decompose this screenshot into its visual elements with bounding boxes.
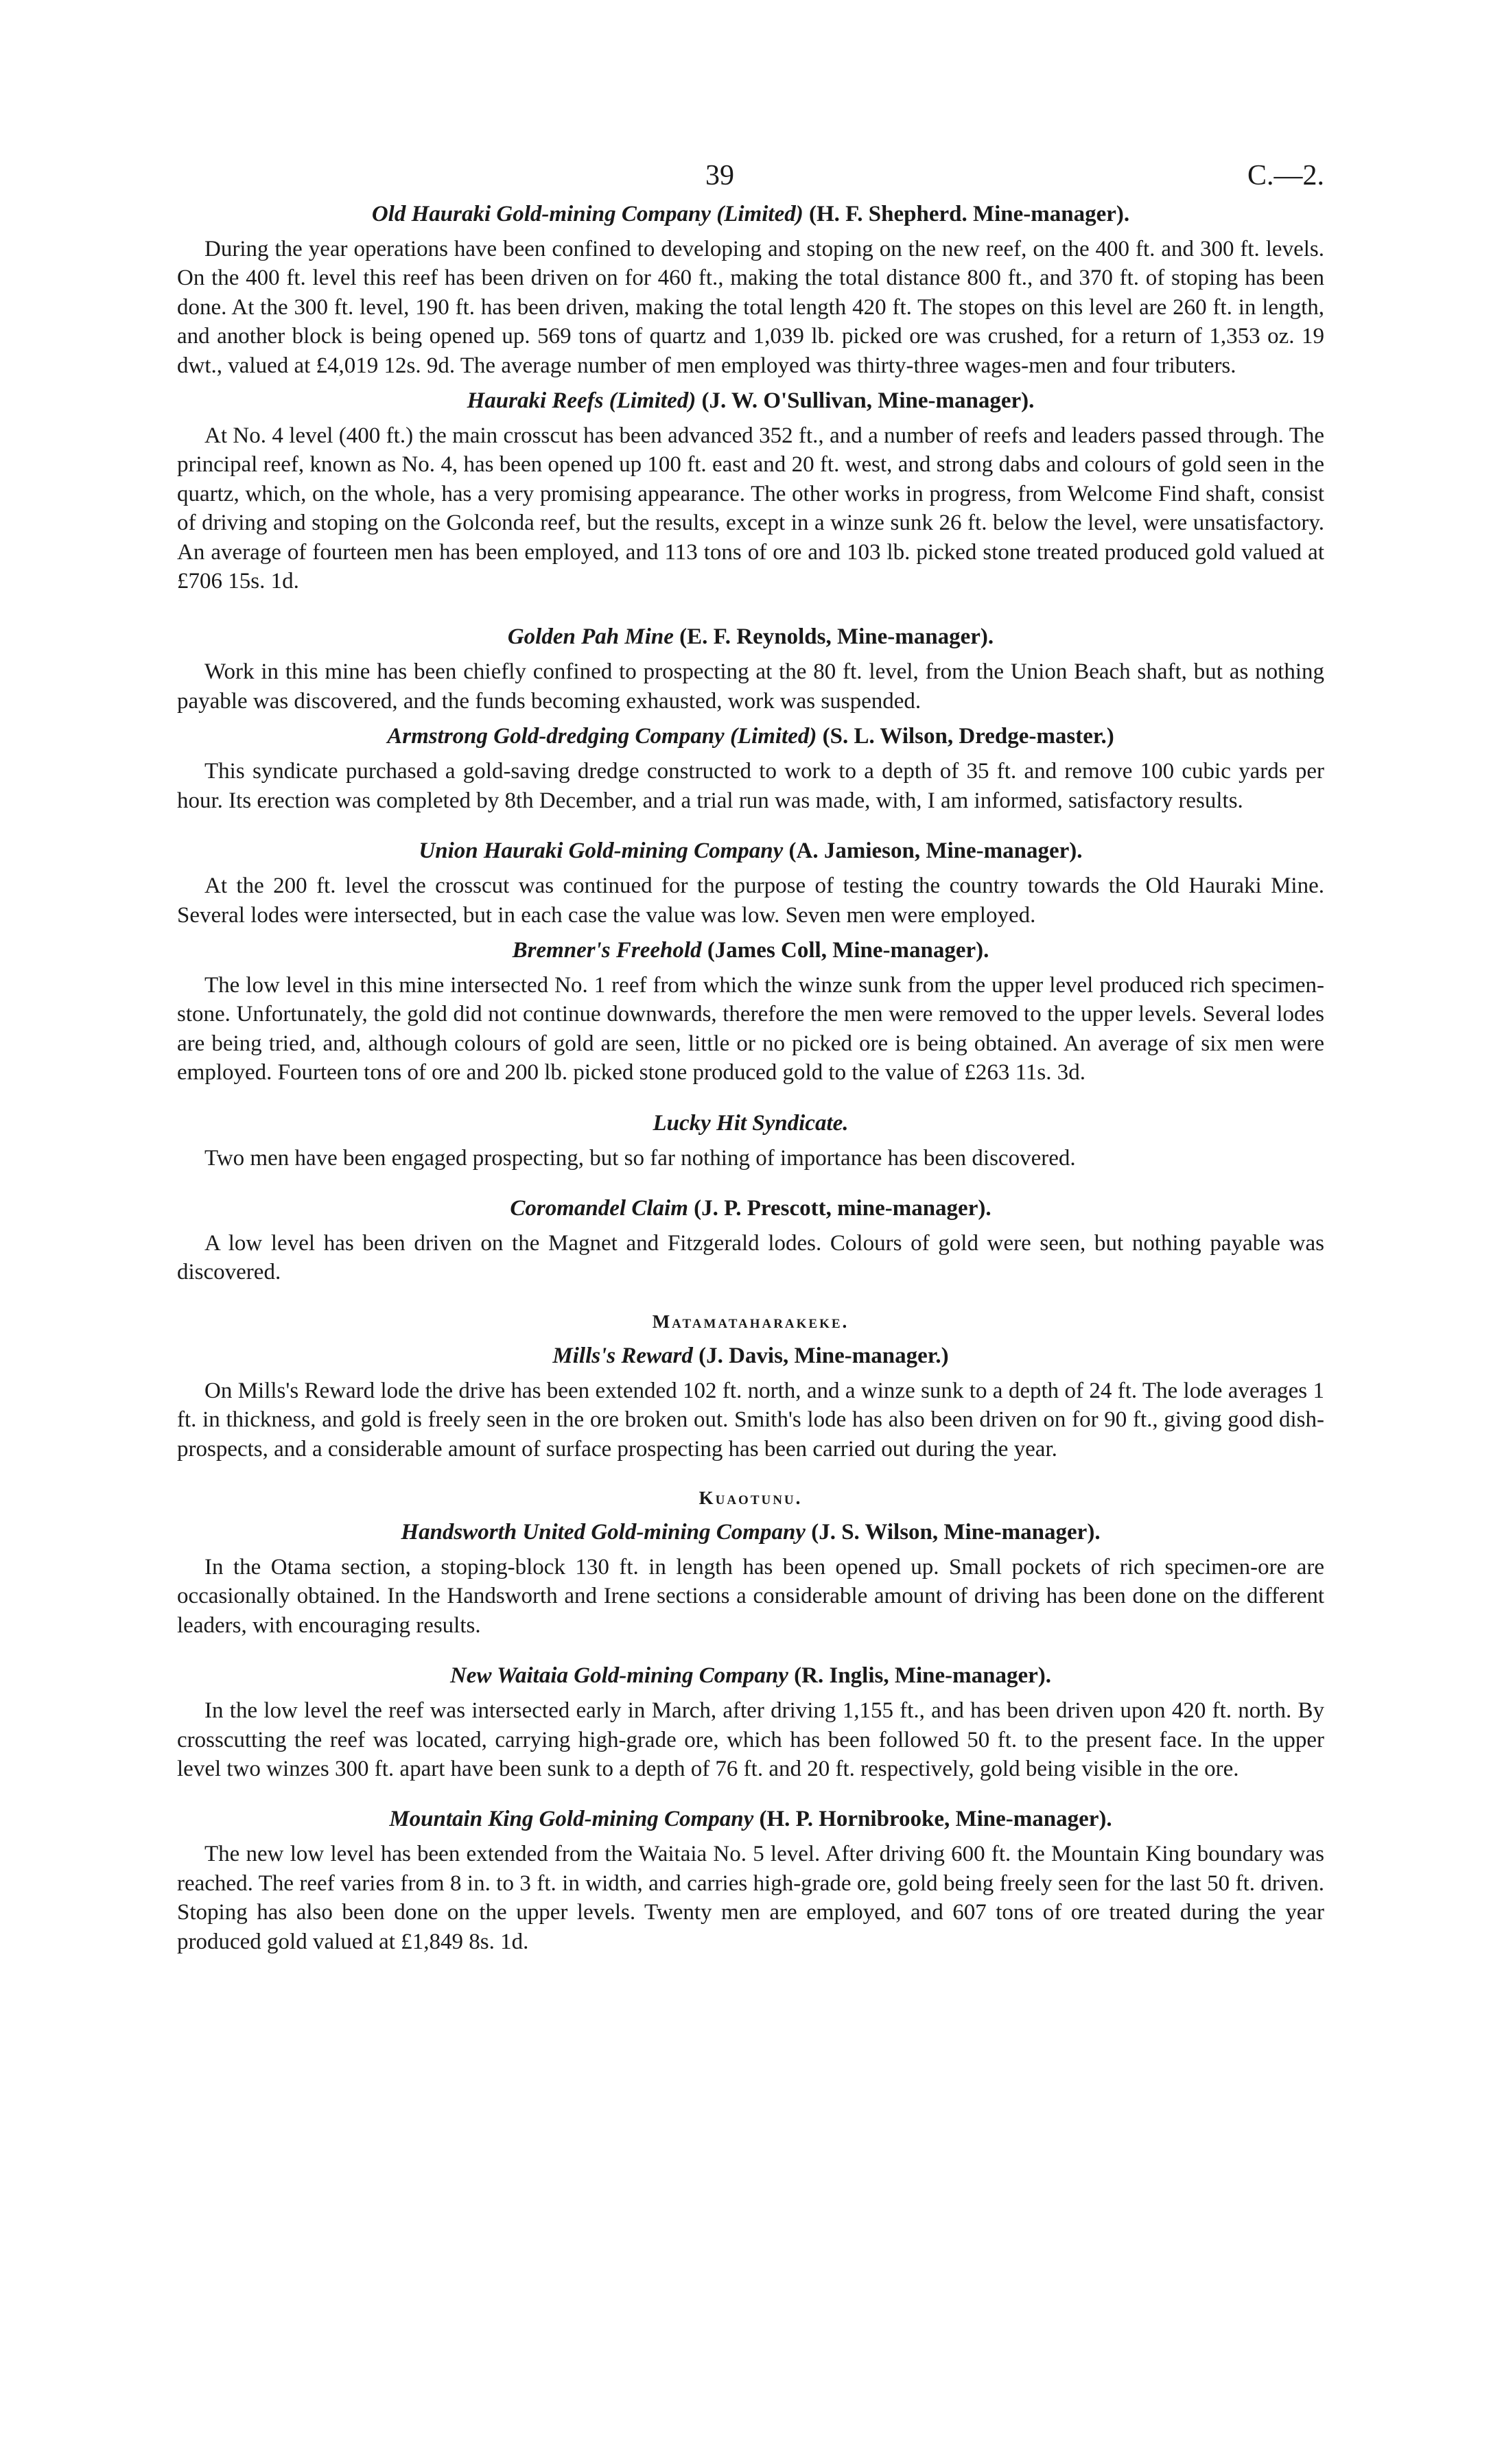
manager-credit: (J. S. Wilson, Mine-manager). [811,1519,1101,1545]
section-heading-handsworth-united [177,1517,1324,1547]
company-name: Lucky Hit Syndicate. [653,1110,849,1136]
manager-credit: (James Coll, Mine-manager). [707,937,989,963]
paragraph-hauraki-reefs: At No. 4 level (400 ft.) the main crosscut has been advanced 352 ft., and a number of reefs and leaders passed through. The principal reef, known as No. 4, has been opened up 100 ft. east and 20 ft. west, and strong dabs and colours of gold seen in the quartz, which, on the whole, has a very promising appearance. The other works in progress, from Welcome Find shaft, consist of driving and stoping on the Golconda reef, but the results, except in a winze sunk 26 ft. below the level, were unsatisfactory. An average of fourteen men has been employed, and 113 tons of ore and 103 lb. picked stone treated produced gold valued at £706 15s. 1d. [177,423,1324,594]
manager-credit: (H. F. Shepherd. Mine-manager). [808,202,1130,226]
manager-credit: (E. F. Reynolds, Mine-manager). [679,624,994,650]
company-name: Hauraki Reefs (Limited) [467,388,696,414]
manager-credit: (J. P. Prescott, mine-manager). [694,1195,991,1221]
paper-reference: C.—2. [1247,160,1324,191]
paragraph-mountain-king: The new low level has been extended from the Waitaia No. 5 level. After driving 600 ft. the Mountain King boundary was reached. The reef varies from 8 in. to 3 ft. in width, and carries high-grade ore, gold being freely seen for the last 50 ft. driven. Stoping has also been done on the upper levels. Twenty men are employed, and 607 tons of ore treated during the year produced gold valued at £1,849 8s. 1d. [177,1842,1324,1954]
paragraph-lucky-hit: Two men have been engaged prospecting, but so far nothing of importance has been discovered. [204,1145,1076,1171]
section-heading-armstrong [177,721,1324,751]
company-name: Armstrong Gold-dredging Company (Limited) [387,724,817,749]
company-name: Mills's Reward [552,1343,693,1368]
section-heading-old-hauraki [177,199,1324,229]
company-name: Mountain King Gold-mining Company [389,1807,754,1832]
company-name: Union Hauraki Gold-mining Company [419,838,784,864]
paragraph-coromandel-claim: A low level has been driven on the Magnet and Fitzgerald lodes. Colours of gold were seen, but nothing payable was discovered. [177,1230,1324,1285]
manager-credit: (A. Jamieson, Mine-manager). [788,838,1083,864]
section-heading-golden-pah [177,622,1324,652]
company-name: New Waitaia Gold-mining Company [449,1663,788,1689]
running-head [177,0,1324,199]
manager-credit: (S. L. Wilson, Dredge-master.) [822,724,1114,749]
region-heading-matamataharakeke: Matamataharakeke. [652,1311,849,1332]
section-heading-bremners-freehold [177,935,1324,965]
paragraph-bremners-freehold: The low level in this mine intersected No. 1 reef from which the winze sunk from the upper level produced rich specimen-stone. Unfortunately, the gold did not continue downwards, therefore the men were removed to the upper levels. Several lodes are being tried, and, although colours of gold are seen, little or no picked ore is being obtained. An average of six men were employed. Fourteen tons of ore and 200 lb. picked stone produced gold to the value of £263 11s. 3d. [177,972,1324,1086]
company-name: Golden Pah Mine [507,624,674,650]
paragraph-new-waitaia: In the low level the reef was intersected early in March, after driving 1,155 ft., and has been driven upon 420 ft. north. By crosscutting the reef was located, carrying high-grade ore, which has been followed 50 ft. to the present face. In the upper level two winzes 300 ft. apart have been sunk to a depth of 76 ft. and 20 ft. respectively, gold being visible in the ore. [177,1698,1324,1781]
region-heading-kuaotunu: Kuaotunu. [698,1487,803,1508]
section-heading-mills-reward [177,1341,1324,1371]
manager-credit: (R. Inglis, Mine-manager). [794,1663,1052,1689]
manager-credit: (J. Davis, Mine-manager.) [698,1343,949,1368]
section-heading-mountain-king [177,1804,1324,1834]
section-heading-lucky-hit [177,1108,1324,1138]
paragraph-union-hauraki: At the 200 ft. level the crosscut was continued for the purpose of testing the country towards the Old Hauraki Mine. Several lodes were intersected, but in each case the value was low. Seven men were employed. [177,873,1324,928]
paragraph-golden-pah: Work in this mine has been chiefly confined to prospecting at the 80 ft. level, from the Union Beach shaft, but as nothing payable was discovered, and the funds becoming exhausted, work was suspended. [177,659,1324,714]
page [177,0,1324,1956]
paragraph-handsworth-united: In the Otama section, a stoping-block 130 ft. in length has been opened up. Small pockets of rich specimen-ore are occasionally obtained. In the Handsworth and Irene sections a considerable amount of driving has been done on the different leaders, with encouraging results. [177,1554,1324,1638]
manager-credit: (J. W. O'Sullivan, Mine-manager). [701,388,1035,414]
company-name: Coromandel Claim [510,1195,688,1221]
manager-credit: (H. P. Hornibrooke, Mine-manager). [759,1807,1112,1832]
section-heading-new-waitaia [177,1661,1324,1691]
page-number: 39 [705,160,734,191]
paragraph-armstrong: This syndicate purchased a gold-saving dredge constructed to work to a depth of 35 ft. and remove 100 cubic yards per hour. Its erection was completed by 8th December, and a trial run was made, with, I am informed, satisfactory results. [177,759,1324,813]
company-name: Old Hauraki Gold-mining Company (Limited) [371,202,803,226]
section-heading-hauraki-reefs [177,386,1324,416]
company-name: Handsworth United Gold-mining Company [401,1519,806,1545]
paragraph-mills-reward: On Mills's Reward lode the drive has been extended 102 ft. north, and a winze sunk to a depth of 24 ft. The lode averages 1 ft. in thickness, and gold is freely seen in the ore broken out. Smith's lode has also been driven on for 90 ft., giving good dish-prospects, and a considerable amount of surface prospecting has been carried out during the year. [177,1378,1324,1462]
section-heading-union-hauraki [177,836,1324,866]
section-heading-coromandel-claim [177,1193,1324,1223]
company-name: Bremner's Freehold [512,937,702,963]
paragraph-old-hauraki: During the year operations have been confined to developing and stoping on the new reef, on the 400 ft. and 300 ft. levels. On the 400 ft. level this reef has been driven on for 460 ft., making the total distance 800 ft., and 370 ft. of stoping has been done. At the 300 ft. level, 190 ft. has been driven, making the total length 420 ft. The stopes on this level are 260 ft. in length, and another block is being opened up. 569 tons of quartz and 1,039 lb. picked ore was crushed, for a return of 1,353 oz. 19 dwt., valued at £4,019 12s. 9d. The average number of men employed was thirty-three wages-men and four tributers. [177,237,1324,378]
